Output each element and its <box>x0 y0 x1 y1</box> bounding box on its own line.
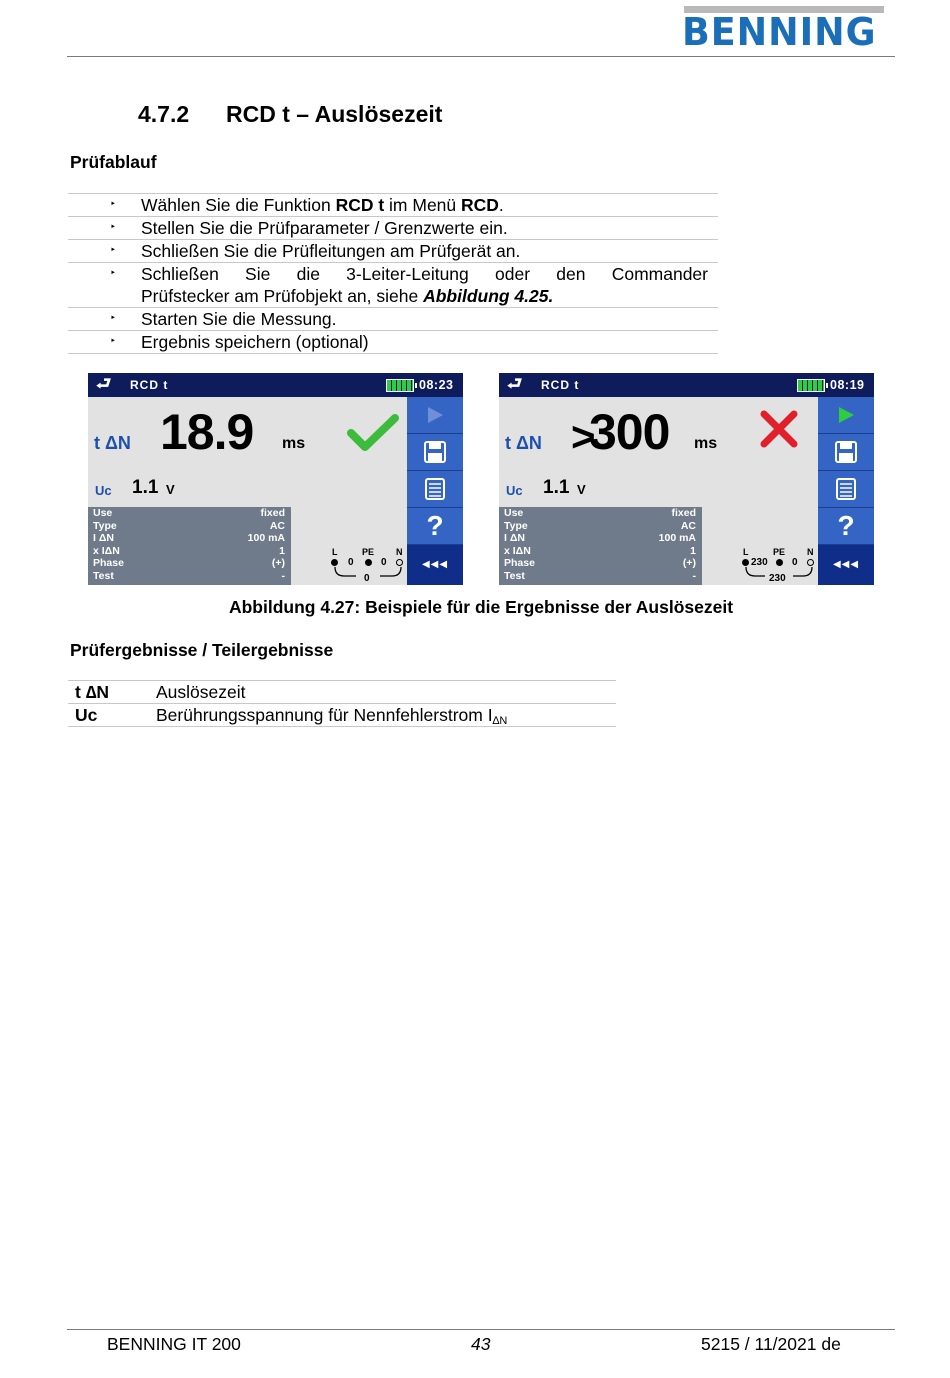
back-arrow-icon[interactable]: ⮐ <box>96 374 112 393</box>
terminal-l-label: L <box>743 547 749 557</box>
quantity-label: t ΔN <box>505 433 542 453</box>
param-row: Type AC <box>504 519 696 532</box>
header-rule <box>67 56 895 57</box>
uc-label: Uc <box>506 483 523 498</box>
figure-caption: Abbildung 4.27: Beispiele für die Ergebnisse der Auslösezeit <box>228 597 734 617</box>
question-icon: ? <box>426 510 444 541</box>
list-icon <box>407 471 463 507</box>
terminal-dot <box>396 559 403 566</box>
result-value: 300 <box>589 404 670 460</box>
section-heading <box>138 101 442 128</box>
footer-rule <box>67 1329 895 1330</box>
screen-header <box>499 373 874 397</box>
page-number: 43 <box>471 1334 491 1354</box>
param-row: Use fixed <box>93 507 285 519</box>
param-row: Test - <box>504 569 696 582</box>
list-item: ‣ Stellen Sie die Prüfparameter / Grenzwerte ein. <box>68 217 718 240</box>
side-menu <box>407 397 463 585</box>
save-button[interactable] <box>818 434 874 471</box>
play-icon <box>407 397 463 433</box>
table-row: t ∆N Auslösezeit <box>68 681 616 704</box>
bullet-icon: ‣ <box>110 313 116 324</box>
terminal-dot <box>365 559 372 566</box>
section-title: RCD t – Auslösezeit <box>226 101 443 127</box>
param-row: Use fixed <box>504 507 696 519</box>
cross-icon <box>759 409 799 449</box>
param-row: Phase (+) <box>504 557 696 569</box>
device-screen-pass <box>88 373 463 585</box>
check-icon <box>347 413 399 453</box>
uc-value: 1.1 <box>543 477 570 498</box>
figure-reference: Abbildung 4.25. <box>423 286 554 306</box>
voltage-pe-n: 0 <box>792 557 798 568</box>
play-icon <box>818 397 874 433</box>
battery-icon <box>386 379 414 392</box>
device-screen-fail <box>499 373 874 585</box>
help-button[interactable] <box>407 508 463 545</box>
save-button[interactable] <box>407 434 463 471</box>
uc-value: 1.1 <box>132 477 159 498</box>
result-unit: ms <box>282 435 306 452</box>
terminal-n-label: N <box>396 547 403 557</box>
start-button[interactable] <box>407 397 463 434</box>
clock: 08:23 <box>419 378 454 392</box>
terminal-dot <box>331 559 338 566</box>
bullet-icon: ‣ <box>110 199 116 210</box>
voltage-l-n: 230 <box>769 573 786 584</box>
floppy-disk-icon <box>407 434 463 470</box>
help-button[interactable] <box>818 508 874 545</box>
function-name: RCD t <box>541 378 580 392</box>
benning-logo: BENNING <box>682 10 877 54</box>
procedure-heading: Prüfablauf <box>70 152 157 172</box>
voltage-l-n: 0 <box>364 573 370 584</box>
footer-product: BENNING IT 200 <box>107 1334 241 1354</box>
results-heading: Prüfergebnisse / Teilergebnisse <box>70 640 334 660</box>
clock: 08:19 <box>830 378 865 392</box>
list-item: ‣ Schließen Sie die Prüfleitungen am Prüfgerät an. <box>68 240 718 263</box>
voltage-pe-n: 0 <box>381 557 387 568</box>
param-row: I ΔN 100 mA <box>504 532 696 544</box>
list-item: ‣ Ergebnis speichern (optional) <box>68 331 718 354</box>
memory-button[interactable] <box>407 471 463 508</box>
memory-button[interactable] <box>818 471 874 508</box>
terminal-bracket-icon <box>332 567 404 581</box>
parameter-table <box>88 507 291 585</box>
back-arrow-icon[interactable]: ⮐ <box>507 374 523 393</box>
uc-label: Uc <box>95 483 112 498</box>
list-item: ‣ Starten Sie die Messung. <box>68 308 718 331</box>
param-row: Type AC <box>93 519 285 532</box>
result-prefix: > <box>571 413 595 460</box>
terminal-bracket-icon <box>743 567 815 581</box>
more-icon: ◀◀◀ <box>421 559 449 570</box>
terminal-l-label: L <box>332 547 338 557</box>
side-menu <box>818 397 874 585</box>
param-row: Phase (+) <box>93 557 285 569</box>
param-row: x IΔN 1 <box>93 544 285 557</box>
voltage-l-pe: 0 <box>348 557 354 568</box>
list-item: ‣ Wählen Sie die Funktion RCD t im Menü RCD. <box>68 194 718 217</box>
terminal-pe-label: PE <box>362 547 375 557</box>
quantity-label: t ΔN <box>94 433 131 453</box>
table-row: Uc Berührungsspannung für Nennfehlerstrom $I_{\Delta N}$ <box>68 704 616 727</box>
param-row: Test - <box>93 569 285 582</box>
uc-unit: V <box>577 482 586 497</box>
footer-doc-id: 5215 / 11/2021 de <box>701 1334 841 1354</box>
section-number: 4.7.2 <box>138 101 190 127</box>
function-name: RCD t <box>130 378 169 392</box>
param-row: x IΔN 1 <box>504 544 696 557</box>
list-icon <box>818 471 874 507</box>
start-button[interactable] <box>818 397 874 434</box>
terminal-dot <box>742 559 749 566</box>
procedure-steps <box>68 193 718 354</box>
list-item: ‣ Schließen Sie die 3-Leiter-Leitung oder den Commander Prüfstecker am Prüfobjekt an, siehe Abbildung 4.25. <box>68 263 718 308</box>
terminal-dot <box>776 559 783 566</box>
results-table <box>68 680 616 727</box>
bullet-icon: ‣ <box>110 268 116 279</box>
screen-header <box>88 373 463 397</box>
more-icon: ◀◀◀ <box>832 559 860 570</box>
more-button[interactable] <box>818 545 874 585</box>
bullet-icon: ‣ <box>110 336 116 347</box>
uc-unit: V <box>166 482 175 497</box>
terminal-dot <box>807 559 814 566</box>
battery-icon <box>797 379 825 392</box>
floppy-disk-icon <box>818 434 874 470</box>
result-value: 18.9 <box>160 404 254 460</box>
bullet-icon: ‣ <box>110 222 116 233</box>
more-button[interactable] <box>407 545 463 585</box>
result-unit: ms <box>694 435 718 452</box>
terminal-n-label: N <box>807 547 814 557</box>
bullet-icon: ‣ <box>110 245 116 256</box>
voltage-l-pe: 230 <box>751 557 768 568</box>
terminal-pe-label: PE <box>773 547 786 557</box>
param-row: I ΔN 100 mA <box>93 532 285 544</box>
question-icon: ? <box>837 510 855 541</box>
parameter-table <box>499 507 702 585</box>
